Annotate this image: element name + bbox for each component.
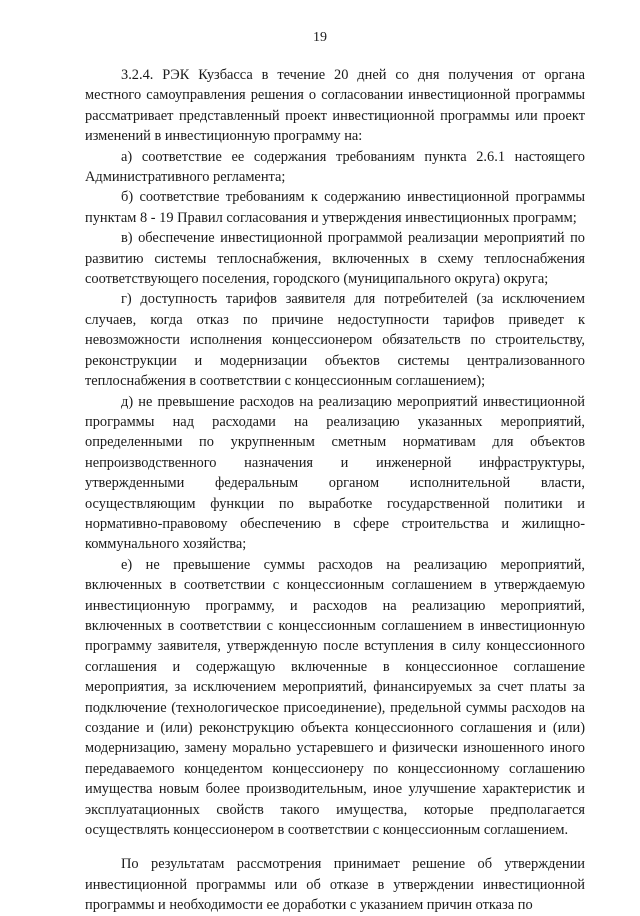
paragraph-item-v: в) обеспечение инвестиционной программой реализации мероприятий по развитию системы теплоснабжения, включенных в схему теплоснабжения соответствующего поселения, городского (муниципального округа) округа; — [85, 230, 585, 288]
paragraph-intro: 3.2.4. РЭК Кузбасса в течение 20 дней со дня получения от органа местного самоуправления решения о согласовании инвестиционной программы рассматривает представленный проект инвестиционной программы или проект изменений в инвестиционную программу на: — [85, 67, 585, 145]
paragraph-item-d: д) не превышение расходов на реализацию мероприятий инвестиционной программы над расходами на реализацию указанных мероприятий, определенными по укрупненным сметным нормативам для объектов непроизводственного назначения и инженерной инфраструктуры, утвержденными федеральным органом исполнительной власти, осуществляющим функции по выработке государственной политики и нормативно-правовому обеспечению в сфере строительства и жилищно-коммунального хозяйства; — [85, 393, 585, 553]
paragraph-item-g: г) доступность тарифов заявителя для потребителей (за исключением случаев, когда отказ по причине недоступности тарифов приведет к невозможности исполнения концессионером обязательств по строительству, реконструкции и модернизации объектов системы централизованного теплоснабжения в соответствии с концессионным соглашением); — [85, 291, 585, 390]
document-body — [85, 65, 585, 916]
paragraph-item-b: б) соответствие требованиям к содержанию инвестиционной программы пунктам 8 - 19 Правил согласования и утверждения инвестиционных программ; — [85, 189, 585, 226]
paragraph-item-e: е) не превышение суммы расходов на реализацию мероприятий, включенных в соответствии с концессионным соглашением в утверждаемую инвестиционную программу, и расходов на реализацию мероприятий, включенных в соответствии с концессионным соглашением в инвестиционную программу заявителя, утвержденную после вступления в силу концессионного соглашения и содержащую включенные в концессионное соглашение мероприятия, за исключением мероприятий, финансируемых за счет платы за подключение (технологическое присоединение), предельной суммы расходов на создание и (или) реконструкцию объекта концессионного соглашения и (или) модернизацию, замену морально устаревшего и физически изношенного иного передаваемого концедентом концессионеру по концессионному соглашению имущества новым более производительным, иное улучшение характеристик и эксплуатационных свойств такого имущества, которые предполагается осуществлять концессионером в соответствии с концессионным соглашением. — [85, 556, 585, 839]
paragraph-item-a: а) соответствие ее содержания требованиям пункта 2.6.1 настоящего Административного регламента; — [85, 148, 585, 186]
page-number: 19 — [313, 30, 327, 45]
paragraph-conclusion: По результатам рассмотрения принимает решение об утверждении инвестиционной программы или об отказе в утверждении инвестиционной программы и необходимости ее доработки с указанием причин отказа по — [85, 856, 585, 914]
